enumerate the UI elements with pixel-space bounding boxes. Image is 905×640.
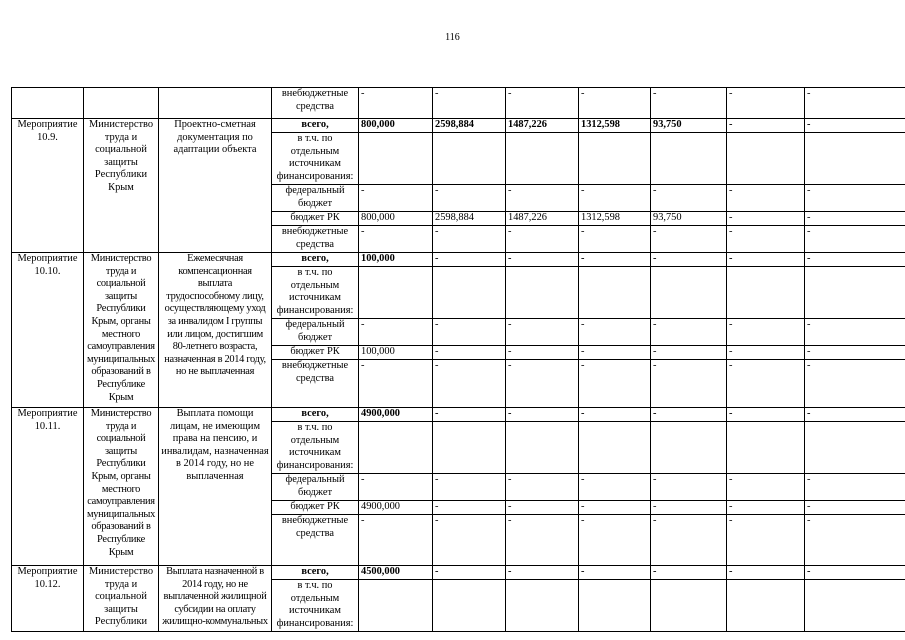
page-number: 116: [445, 32, 460, 43]
value-cell: -: [359, 515, 433, 566]
value-cell: -: [359, 226, 433, 253]
source-cell: внебюджетные средства: [272, 226, 359, 253]
value-cell: -: [805, 253, 905, 267]
value-cell: -: [805, 88, 905, 119]
event-number-cell: Мероприятие 10.10.: [12, 253, 84, 408]
value-cell: -: [506, 185, 579, 212]
event-number-cell: Мероприятие 10.11.: [12, 408, 84, 566]
value-cell: -: [727, 566, 805, 580]
value-cell: -: [805, 119, 905, 133]
event-name-cell: Ежемесячная компенсационная выплата трудоспособному лицу, осуществляющему уход за инвалидом I группы или лицом, достигшим 80-летнего возраста, назначенная в 2014 году, но не выплаченная: [159, 253, 272, 408]
value-cell: -: [433, 566, 506, 580]
value-cell: [433, 133, 506, 185]
value-cell: [579, 133, 651, 185]
value-cell: -: [506, 226, 579, 253]
value-cell: [433, 267, 506, 319]
value-cell: -: [579, 501, 651, 515]
source-cell: всего,: [272, 408, 359, 422]
value-cell: [651, 267, 727, 319]
value-cell: -: [359, 319, 433, 346]
value-cell: [651, 580, 727, 632]
value-cell: -: [651, 185, 727, 212]
value-cell: 4900,000: [359, 501, 433, 515]
value-cell: -: [579, 319, 651, 346]
value-cell: [359, 580, 433, 632]
event-name-cell: Выплата помощи лицам, не имеющим права на пенсию, и инвалидам, назначенная в 2014 году, но не выплаченная: [159, 408, 272, 566]
value-cell: -: [727, 88, 805, 119]
value-cell: -: [433, 319, 506, 346]
event-name-cell: Выплата назначенной в 2014 году, но не выплаченной жилищной субсидии на оплату жилищно-коммунальных: [159, 566, 272, 632]
value-cell: -: [433, 360, 506, 408]
value-cell: -: [651, 515, 727, 566]
table-row: [12, 566, 905, 580]
value-cell: -: [727, 212, 805, 226]
source-cell: внебюджетные средства: [272, 360, 359, 408]
value-cell: -: [579, 185, 651, 212]
value-cell: -: [651, 346, 727, 360]
value-cell: -: [579, 566, 651, 580]
value-cell: 4900,000: [359, 408, 433, 422]
value-cell: [579, 580, 651, 632]
source-cell: внебюджетные средства: [272, 88, 359, 119]
source-cell: федеральный бюджет: [272, 474, 359, 501]
event-name-cell: [159, 88, 272, 119]
value-cell: -: [651, 88, 727, 119]
value-cell: -: [727, 185, 805, 212]
value-cell: -: [433, 515, 506, 566]
value-cell: -: [727, 226, 805, 253]
value-cell: -: [805, 226, 905, 253]
value-cell: -: [506, 319, 579, 346]
budget-table: [11, 87, 905, 632]
value-cell: 800,000: [359, 119, 433, 133]
table-row: [12, 119, 905, 133]
value-cell: -: [433, 474, 506, 501]
value-cell: [805, 133, 905, 185]
source-cell: всего,: [272, 119, 359, 133]
value-cell: -: [579, 253, 651, 267]
value-cell: -: [433, 346, 506, 360]
value-cell: -: [651, 253, 727, 267]
value-cell: -: [359, 185, 433, 212]
value-cell: 100,000: [359, 346, 433, 360]
value-cell: -: [579, 408, 651, 422]
value-cell: -: [506, 501, 579, 515]
event-name-cell: Проектно-сметная документация по адаптации объекта: [159, 119, 272, 253]
source-cell: в т.ч. по отдельным источникам финансирования:: [272, 267, 359, 319]
value-cell: [651, 133, 727, 185]
value-cell: -: [727, 319, 805, 346]
value-cell: [506, 267, 579, 319]
value-cell: 4500,000: [359, 566, 433, 580]
value-cell: [805, 580, 905, 632]
value-cell: 2598,884: [433, 212, 506, 226]
value-cell: -: [579, 515, 651, 566]
value-cell: -: [579, 346, 651, 360]
value-cell: -: [651, 474, 727, 501]
value-cell: 800,000: [359, 212, 433, 226]
value-cell: -: [727, 408, 805, 422]
executor-cell: Министерство труда и социальной защиты Республики Крым, органы местного самоуправления муниципальных образований в Республике Крым: [84, 253, 159, 408]
value-cell: -: [651, 360, 727, 408]
value-cell: [727, 422, 805, 474]
table-row: [12, 253, 905, 267]
source-cell: всего,: [272, 566, 359, 580]
value-cell: -: [506, 566, 579, 580]
value-cell: -: [805, 319, 905, 346]
event-number-cell: [12, 88, 84, 119]
value-cell: -: [727, 346, 805, 360]
value-cell: [727, 267, 805, 319]
value-cell: -: [805, 212, 905, 226]
value-cell: -: [805, 515, 905, 566]
value-cell: -: [805, 408, 905, 422]
value-cell: [805, 422, 905, 474]
value-cell: -: [651, 319, 727, 346]
value-cell: -: [805, 360, 905, 408]
source-cell: федеральный бюджет: [272, 185, 359, 212]
executor-cell: Министерство труда и социальной защиты Республики: [84, 566, 159, 632]
value-cell: -: [805, 566, 905, 580]
value-cell: -: [433, 501, 506, 515]
value-cell: -: [651, 566, 727, 580]
value-cell: [359, 133, 433, 185]
source-cell: бюджет РК: [272, 501, 359, 515]
value-cell: [805, 267, 905, 319]
value-cell: [433, 422, 506, 474]
value-cell: -: [579, 474, 651, 501]
value-cell: [359, 422, 433, 474]
source-cell: в т.ч. по отдельным источникам финансирования:: [272, 133, 359, 185]
value-cell: -: [433, 185, 506, 212]
value-cell: -: [727, 501, 805, 515]
source-cell: в т.ч. по отдельным источникам финансирования:: [272, 580, 359, 632]
value-cell: -: [727, 474, 805, 501]
value-cell: -: [433, 408, 506, 422]
value-cell: [359, 267, 433, 319]
executor-cell: Министерство труда и социальной защиты Республики Крым, органы местного самоуправления муниципальных образований в Республике Крым: [84, 408, 159, 566]
value-cell: 100,000: [359, 253, 433, 267]
value-cell: -: [506, 88, 579, 119]
value-cell: -: [506, 346, 579, 360]
value-cell: -: [433, 226, 506, 253]
value-cell: -: [579, 88, 651, 119]
value-cell: 2598,884: [433, 119, 506, 133]
value-cell: [727, 580, 805, 632]
value-cell: -: [506, 408, 579, 422]
executor-cell: [84, 88, 159, 119]
value-cell: -: [805, 474, 905, 501]
value-cell: 1487,226: [506, 212, 579, 226]
value-cell: [651, 422, 727, 474]
value-cell: -: [433, 253, 506, 267]
source-cell: федеральный бюджет: [272, 319, 359, 346]
source-cell: всего,: [272, 253, 359, 267]
source-cell: бюджет РК: [272, 346, 359, 360]
table-row: [12, 408, 905, 422]
source-cell: внебюджетные средства: [272, 515, 359, 566]
value-cell: [433, 580, 506, 632]
value-cell: -: [506, 360, 579, 408]
value-cell: -: [805, 185, 905, 212]
value-cell: -: [506, 515, 579, 566]
value-cell: -: [727, 360, 805, 408]
value-cell: [506, 580, 579, 632]
value-cell: -: [579, 360, 651, 408]
value-cell: -: [651, 501, 727, 515]
source-cell: в т.ч. по отдельным источникам финансирования:: [272, 422, 359, 474]
table-row: [12, 88, 905, 119]
value-cell: [579, 267, 651, 319]
value-cell: 1487,226: [506, 119, 579, 133]
value-cell: -: [805, 501, 905, 515]
value-cell: -: [727, 515, 805, 566]
value-cell: [506, 133, 579, 185]
value-cell: -: [651, 408, 727, 422]
value-cell: -: [359, 360, 433, 408]
value-cell: 93,750: [651, 212, 727, 226]
value-cell: [727, 133, 805, 185]
value-cell: -: [727, 119, 805, 133]
value-cell: 1312,598: [579, 119, 651, 133]
source-cell: бюджет РК: [272, 212, 359, 226]
event-number-cell: Мероприятие 10.9.: [12, 119, 84, 253]
value-cell: -: [506, 474, 579, 501]
value-cell: -: [579, 226, 651, 253]
value-cell: -: [506, 253, 579, 267]
value-cell: -: [651, 226, 727, 253]
value-cell: 93,750: [651, 119, 727, 133]
value-cell: -: [359, 88, 433, 119]
value-cell: -: [727, 253, 805, 267]
value-cell: 1312,598: [579, 212, 651, 226]
value-cell: -: [433, 88, 506, 119]
value-cell: -: [805, 346, 905, 360]
event-number-cell: Мероприятие 10.12.: [12, 566, 84, 632]
value-cell: [506, 422, 579, 474]
executor-cell: Министерство труда и социальной защиты Республики Крым: [84, 119, 159, 253]
value-cell: [579, 422, 651, 474]
value-cell: -: [359, 474, 433, 501]
